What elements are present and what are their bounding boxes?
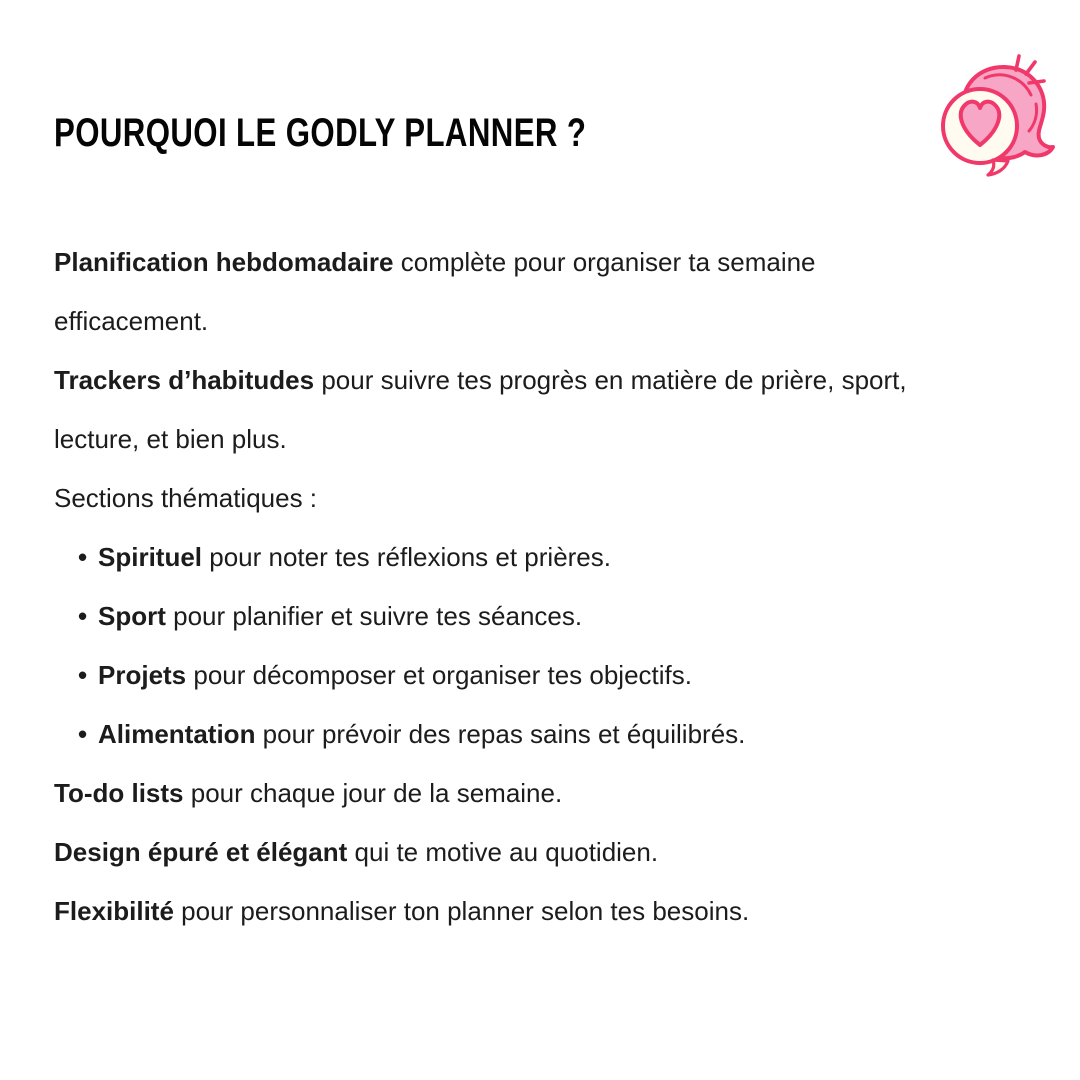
- heart-speech-bubble-icon: [933, 48, 1063, 186]
- line-bold-text: Design épuré et élégant: [54, 837, 348, 867]
- line-bold-text: Sport: [98, 601, 166, 631]
- text-line: [54, 233, 1029, 292]
- text-line: [54, 646, 1029, 705]
- line-regular-text: pour décomposer et organiser tes objectifs.: [186, 660, 692, 690]
- text-line: [54, 587, 1029, 646]
- text-line: [54, 764, 1029, 823]
- line-regular-text: efficacement.: [54, 306, 209, 336]
- line-regular-text: pour prévoir des repas sains et équilibrés.: [255, 719, 746, 749]
- line-bold-text: Alimentation: [98, 719, 256, 749]
- text-line: [54, 469, 1029, 528]
- speech-bubble-front: [943, 89, 1017, 175]
- line-regular-text: pour chaque jour de la semaine.: [183, 778, 563, 808]
- line-regular-text: lecture, et bien plus.: [54, 424, 287, 454]
- line-regular-text: qui te motive au quotidien.: [347, 837, 659, 867]
- text-line: [54, 410, 1029, 469]
- bullet-marker: •: [78, 719, 88, 749]
- line-regular-text: Sections thématiques :: [54, 483, 318, 513]
- bullet-marker: •: [78, 660, 88, 690]
- line-bold-text: To-do lists: [54, 778, 184, 808]
- bullet-marker: •: [78, 542, 88, 572]
- text-line: [54, 823, 1029, 882]
- line-bold-text: Planification hebdomadaire: [54, 247, 394, 277]
- line-bold-text: Trackers d’habitudes: [54, 365, 315, 395]
- text-line: [54, 882, 1029, 941]
- page-title: POURQUOI LE GODLY PLANNER ?: [54, 111, 587, 155]
- text-line: [54, 292, 1029, 351]
- line-bold-text: Spirituel: [98, 542, 203, 572]
- text-line: [54, 351, 1029, 410]
- bullet-marker: •: [78, 601, 88, 631]
- line-regular-text: pour personnaliser ton planner selon tes besoins.: [173, 896, 750, 926]
- line-regular-text: pour suivre tes progrès en matière de prière, sport,: [314, 365, 907, 395]
- line-regular-text: pour noter tes réflexions et prières.: [202, 542, 611, 572]
- line-regular-text: pour planifier et suivre tes séances.: [165, 601, 583, 631]
- line-regular-text: complète pour organiser ta semaine: [393, 247, 816, 277]
- content: [54, 233, 1029, 941]
- text-line: [54, 528, 1029, 587]
- text-line: [54, 705, 1029, 764]
- line-bold-text: Projets: [98, 660, 187, 690]
- line-bold-text: Flexibilité: [54, 896, 174, 926]
